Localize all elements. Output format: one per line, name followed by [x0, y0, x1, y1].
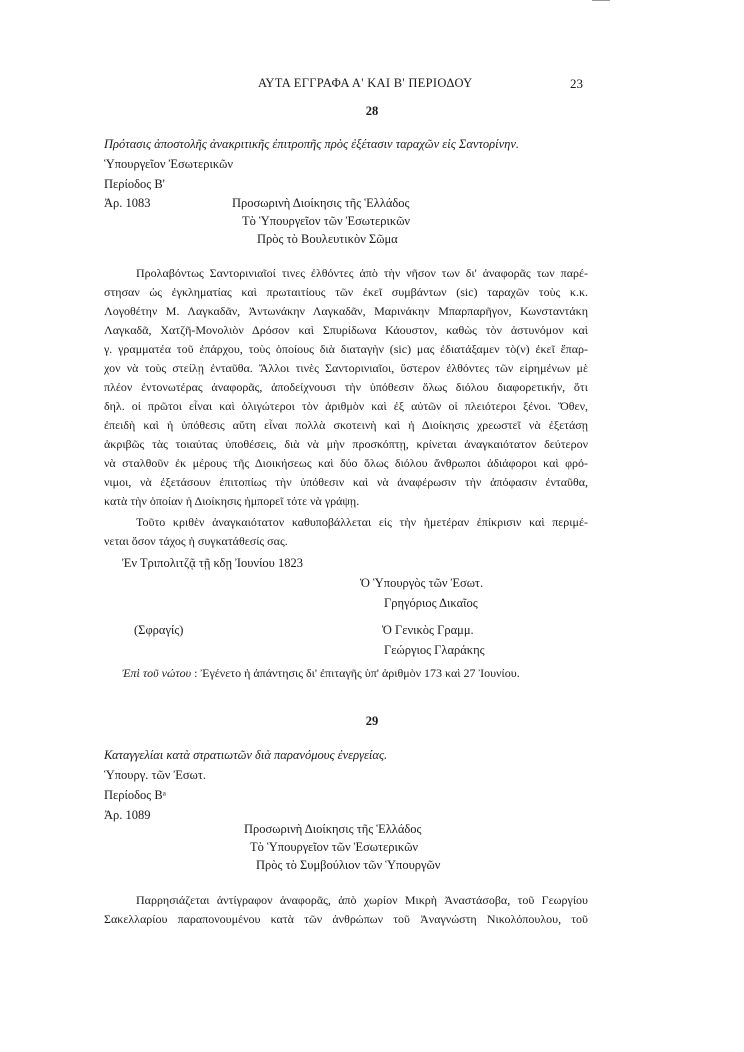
- doc-28-sig2-title: Ὁ Γενικὸς Γραμμ.: [382, 623, 474, 637]
- doc-29-addr1: Προσωρινὴ Διοίκησις τῆς Ἑλλάδος: [244, 822, 422, 836]
- doc-28-addr2: Τὸ Ὑπουργεῖον τῶν Ἐσωτερικῶν: [242, 214, 411, 228]
- doc-28-body-line: ἐπειδὴ καὶ ἡ ὑπόθεσις αὕτη εἶναι πολλὰ σκοτεινὴ καὶ ἡ Διοίκησις χρεωστεῖ νὰ ἐξετάσῃ: [104, 418, 588, 432]
- doc-28-place-date: Ἐν Τριπολιτζᾷ τῇ κδῃ Ἰουνίου 1823: [122, 556, 303, 570]
- doc-28-addr1: Προσωρινὴ Διοίκησις τῆς Ἑλλάδος: [232, 196, 410, 210]
- doc-28-sig1-title: Ὁ Ὑπουργὸς τῶν Ἐσωτ.: [360, 576, 484, 590]
- doc-29-title: Καταγγελίαι κατὰ στρατιωτῶν διὰ παρανόμους ἐνεργείας.: [104, 748, 388, 762]
- doc-28-period: Περίοδος Β': [104, 177, 165, 191]
- doc-28-body-line: πλέον ἐντονωτέρας ἀναφορᾶς, ἀποδείχνουσι τὴν ὑπόθεσιν ὅλως διόλου διαφορετικήν, ὅτι: [104, 380, 588, 394]
- doc-28-body-line: κατὰ τὴν ὁποίαν ἡ Διοίκησις ἠμπορεῖ τότε νὰ γράψῃ.: [104, 494, 360, 508]
- doc-29-addr3: Πρὸς τὸ Συμβούλιον τῶν Ὑπουργῶν: [256, 858, 441, 872]
- doc-29-period: Περίοδος Βᵃ: [104, 788, 167, 802]
- doc-28-body-line: νιμοι, νὰ ἐξετάσουν ἐπιτοπίως τὴν ὑπόθεσιν καὶ νὰ ἀναφέρωσιν τὴν ἀπόφασιν ἐνταῦθα,: [104, 475, 588, 489]
- running-header: ΑΥΤΑ ΕΓΓΡΑΦΑ Α' ΚΑΙ Β' ΠΕΡΙΟΔΟΥ: [258, 76, 473, 90]
- doc-28-body-line: γ. γραμματέα τοῦ ἐπάρχου, τοὺς ὁποίους διὰ διαταγὴν (sic) μας ἐδιατάξαμεν τὸ(ν) ἐκεῖ ἔπαρ-: [104, 342, 588, 356]
- doc-28-body2-line: Τοῦτο κριθὲν ἀναγκαιότατον καθυποβάλλεται εἰς τὴν ἡμετέραν ἐπίκρισιν καὶ περιμέ-: [136, 515, 588, 529]
- doc-29-ministry: Ὑπουργ. τῶν Ἐσωτ.: [104, 768, 206, 782]
- doc-28-verso: [122, 666, 520, 681]
- doc-28-number: 28: [365, 104, 379, 118]
- doc-28-verso-text: : Ἐγένετο ἡ ἀπάντησις δι' ἐπιταγῆς ὑπ' ἀριθμὸν 173 καὶ 27 Ἰουνίου.: [194, 666, 520, 680]
- doc-28-verso-label: Ἐπὶ τοῦ νώτου: [122, 666, 192, 680]
- doc-28-body-line: Λογοθέτην Μ. Λαγκαδᾶν, Ἀντωνάκην Λαγκαδᾶν, Μαρινάκην Μπαρπαρῆγον, Κωνσταντάκη: [104, 304, 588, 318]
- doc-29-ref: Ἀρ. 1089: [104, 808, 151, 822]
- doc-28-addr3: Πρὸς τὸ Βουλευτικὸν Σῶμα: [257, 232, 398, 246]
- doc-28-seal: (Σφραγίς): [134, 623, 184, 637]
- doc-28-body-line: χον νὰ τοὺς στείλῃ ἐνταῦθα. Ἄλλοι τινὲς Σαντορινιαῖοι, ὕστερον ἐλθόντες τῶν εἰρημένων μὲ: [104, 361, 588, 375]
- doc-28-sig1-name: Γρηγόριος Δικαῖος: [384, 596, 478, 610]
- doc-28-body-line: ἀκριβῶς τὰς τοιαύτας ὑποθέσεις, διὰ νὰ μὴν προσκόπτῃ, κρίνεται ἀναγκαιότατον δεύτερον: [104, 437, 588, 451]
- doc-28-body2-line: νεται ὅσον τάχος ἡ συγκατάθεσίς σας.: [104, 534, 288, 548]
- doc-28-body-line: Λαγκαδᾶ, Χατζῆ-Μονολιὸν Δρόσον καὶ Σπυρίδωνα Κάουστον, καθὼς τὸν ἀστυνόμον καὶ: [104, 323, 588, 337]
- doc-29-addr2: Τὸ Ὑπουργεῖον τῶν Ἐσωτερικῶν: [250, 840, 419, 854]
- doc-29-body-line: Σακελλαρίου παραπονουμένου κατὰ τῶν ἀνθρώπων τοῦ Ἀναγνώστη Νικολόπουλου, τοῦ: [104, 912, 588, 926]
- doc-28-body-line: νὰ σταλθοῦν ἐκ μέρους τῆς Διοικήσεως καὶ δύο ὅλως διόλου ἄνθρωποι ἀδιάφοροι καὶ φρό-: [104, 456, 588, 470]
- doc-28-body-line: Προλαβόντως Σαντορινιαῖοί τινες ἐλθόντες ἀπὸ τὴν νῆσον των δι' ἀναφορᾶς των παρέ-: [136, 266, 588, 280]
- doc-29-body-line: Παρρησιάζεται ἀντίγραφον ἀναφορᾶς, ἀπὸ χωρίον Μικρὴ Ἀναστάσοβα, τοῦ Γεωργίου: [136, 893, 588, 907]
- doc-28-ref: Ἀρ. 1083: [104, 196, 151, 210]
- doc-28-ministry: Ὑπουργεῖον Ἐσωτερικῶν: [104, 157, 234, 171]
- top-edge-mark: [592, 0, 610, 3]
- page-number: 23: [570, 76, 583, 91]
- doc-28-body-line: δηλ. οἱ πρῶτοι εἶναι καὶ ὀλιγώτεροι τὸν ἀριθμὸν καὶ ἐξ αὐτῶν οἱ πλειότεροι ξένοι. Ὅθεν,: [104, 399, 588, 413]
- doc-29-number: 29: [365, 714, 379, 728]
- doc-28-sig2-name: Γεώργιος Γλαράκης: [384, 643, 485, 657]
- doc-28-title: Πρότασις ἀποστολῆς ἀνακριτικῆς ἐπιτροπῆς πρὸς ἐξέτασιν ταραχῶν εἰς Σαντορίνην.: [104, 137, 520, 151]
- doc-28-body-line: στησαν ὡς ἐγκληματίας καὶ πρωταιτίους τῶν ἐκεῖ συμβάντων (sic) ταραχῶν τοὺς κ.κ.: [104, 285, 588, 299]
